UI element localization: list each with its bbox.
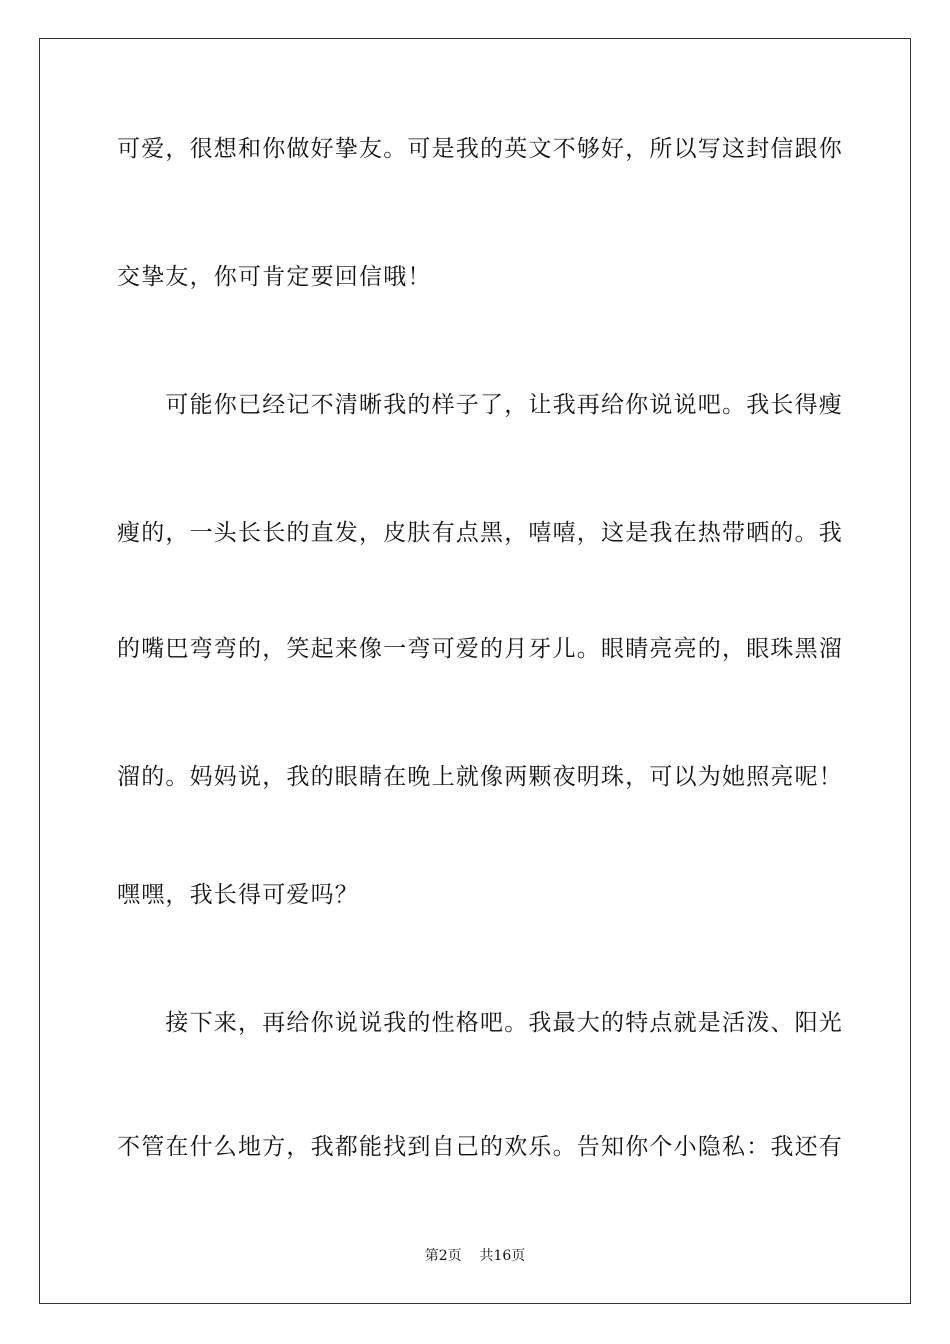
text-line-6: 溜的。妈妈说，我的眼睛在晚上就像两颗夜明珠，可以为她照亮呢！ (117, 764, 843, 790)
page-number: 第2页 (424, 1248, 462, 1264)
text-line-3: 可能你已经记不清晰我的样子了，让我再给你说说吧。我长得瘦 (117, 392, 843, 418)
text-line-1: 可爱，很想和你做好挚友。可是我的英文不够好，所以写这封信跟你 (117, 136, 843, 162)
page-border (39, 38, 911, 1304)
text-line-8: 接下来，再给你说说我的性格吧。我最大的特点就是活泼、阳光 (117, 1010, 843, 1036)
text-line-7: 嘿嘿，我长得可爱吗？ (117, 882, 359, 908)
text-line-4: 瘦的，一头长长的直发，皮肤有点黑，嘻嘻，这是我在热带晒的。我 (117, 520, 843, 546)
page-footer (0, 1246, 950, 1266)
text-line-5: 的嘴巴弯弯的，笑起来像一弯可爱的月牙儿。眼睛亮亮的，眼珠黑溜 (117, 636, 843, 662)
text-line-9: 不管在什么地方，我都能找到自己的欢乐。告知你个小隐私：我还有 (117, 1134, 843, 1160)
page-total: 共16页 (479, 1248, 526, 1264)
text-line-2: 交挚友，你可肯定要回信哦！ (117, 264, 432, 290)
